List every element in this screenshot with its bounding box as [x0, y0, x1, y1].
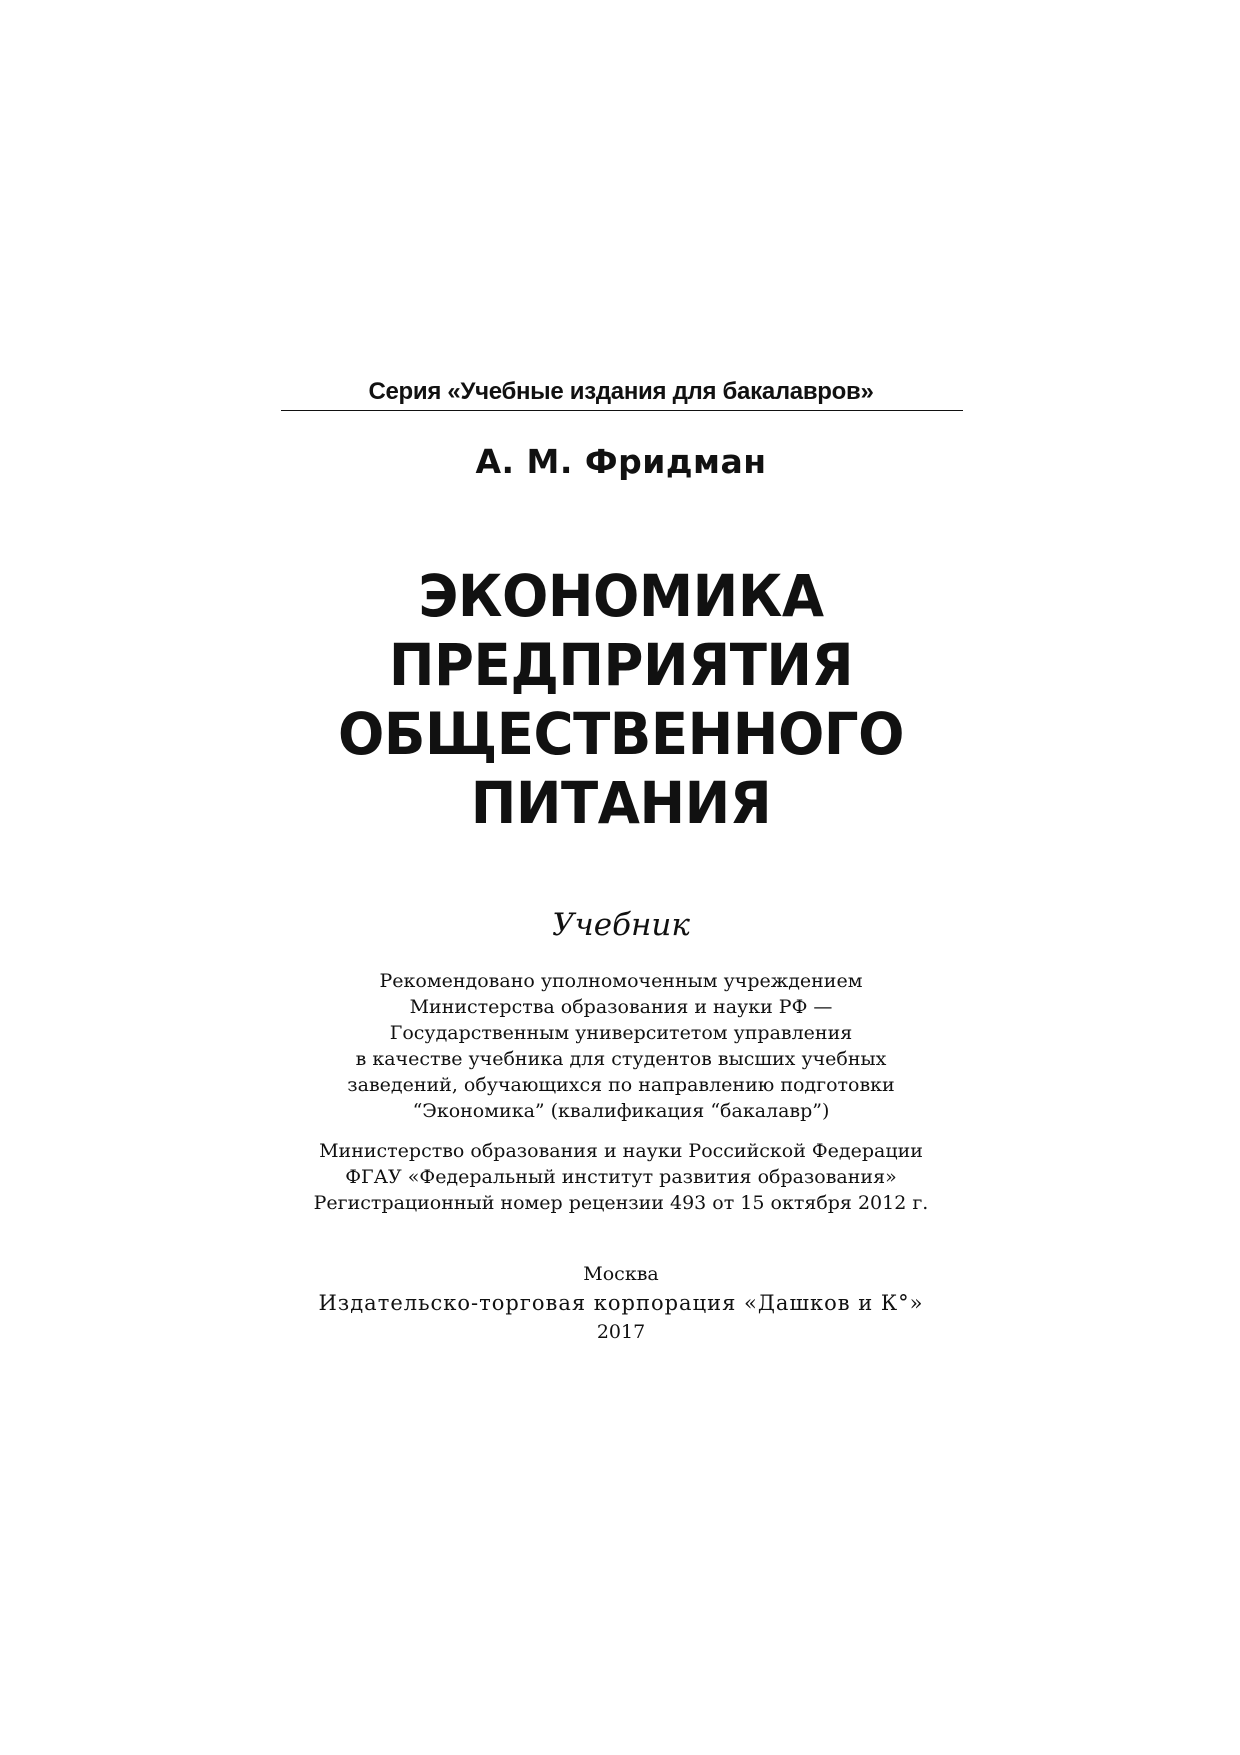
recommendation-line: заведений, обучающихся по направлению подготовки — [347, 1074, 895, 1096]
book-title-line: ЭКОНОМИКА — [418, 562, 824, 630]
registration-notice — [280, 1138, 962, 1216]
book-title-line: ПИТАНИЯ — [470, 769, 772, 837]
recommendation-line: Министерства образования и науки РФ — — [409, 996, 833, 1018]
book-title-line: ПРЕДПРИЯТИЯ — [388, 631, 854, 699]
book-genre: Учебник — [552, 907, 690, 943]
recommendation-notice — [280, 968, 962, 1124]
recommendation-line: “Экономика” (квалификация “бакалавр”) — [412, 1100, 830, 1122]
book-title — [280, 562, 962, 838]
recommendation-line: в качестве учебника для студентов высших учебных — [355, 1048, 887, 1070]
book-title-line: ОБЩЕСТВЕННОГО — [337, 700, 904, 768]
imprint-year: 2017 — [596, 1321, 646, 1343]
imprint-publisher: Издательско-торговая корпорация «Дашков и К°» — [318, 1291, 924, 1315]
registration-line: ФГАУ «Федеральный институт развития образования» — [345, 1166, 897, 1188]
series-label: Серия «Учебные издания для бакалавров» — [368, 378, 874, 405]
imprint-city: Москва — [583, 1263, 659, 1285]
author-name: А. М. Фридман — [475, 442, 767, 481]
registration-line: Министерство образования и науки Российской Федерации — [319, 1140, 923, 1162]
imprint — [280, 1260, 962, 1347]
recommendation-line: Государственным университетом управления — [389, 1022, 853, 1044]
series-divider — [281, 410, 963, 411]
registration-line: Регистрационный номер рецензии 493 от 15 октября 2012 г. — [313, 1192, 929, 1214]
recommendation-line: Рекомендовано уполномоченным учреждением — [379, 970, 863, 992]
